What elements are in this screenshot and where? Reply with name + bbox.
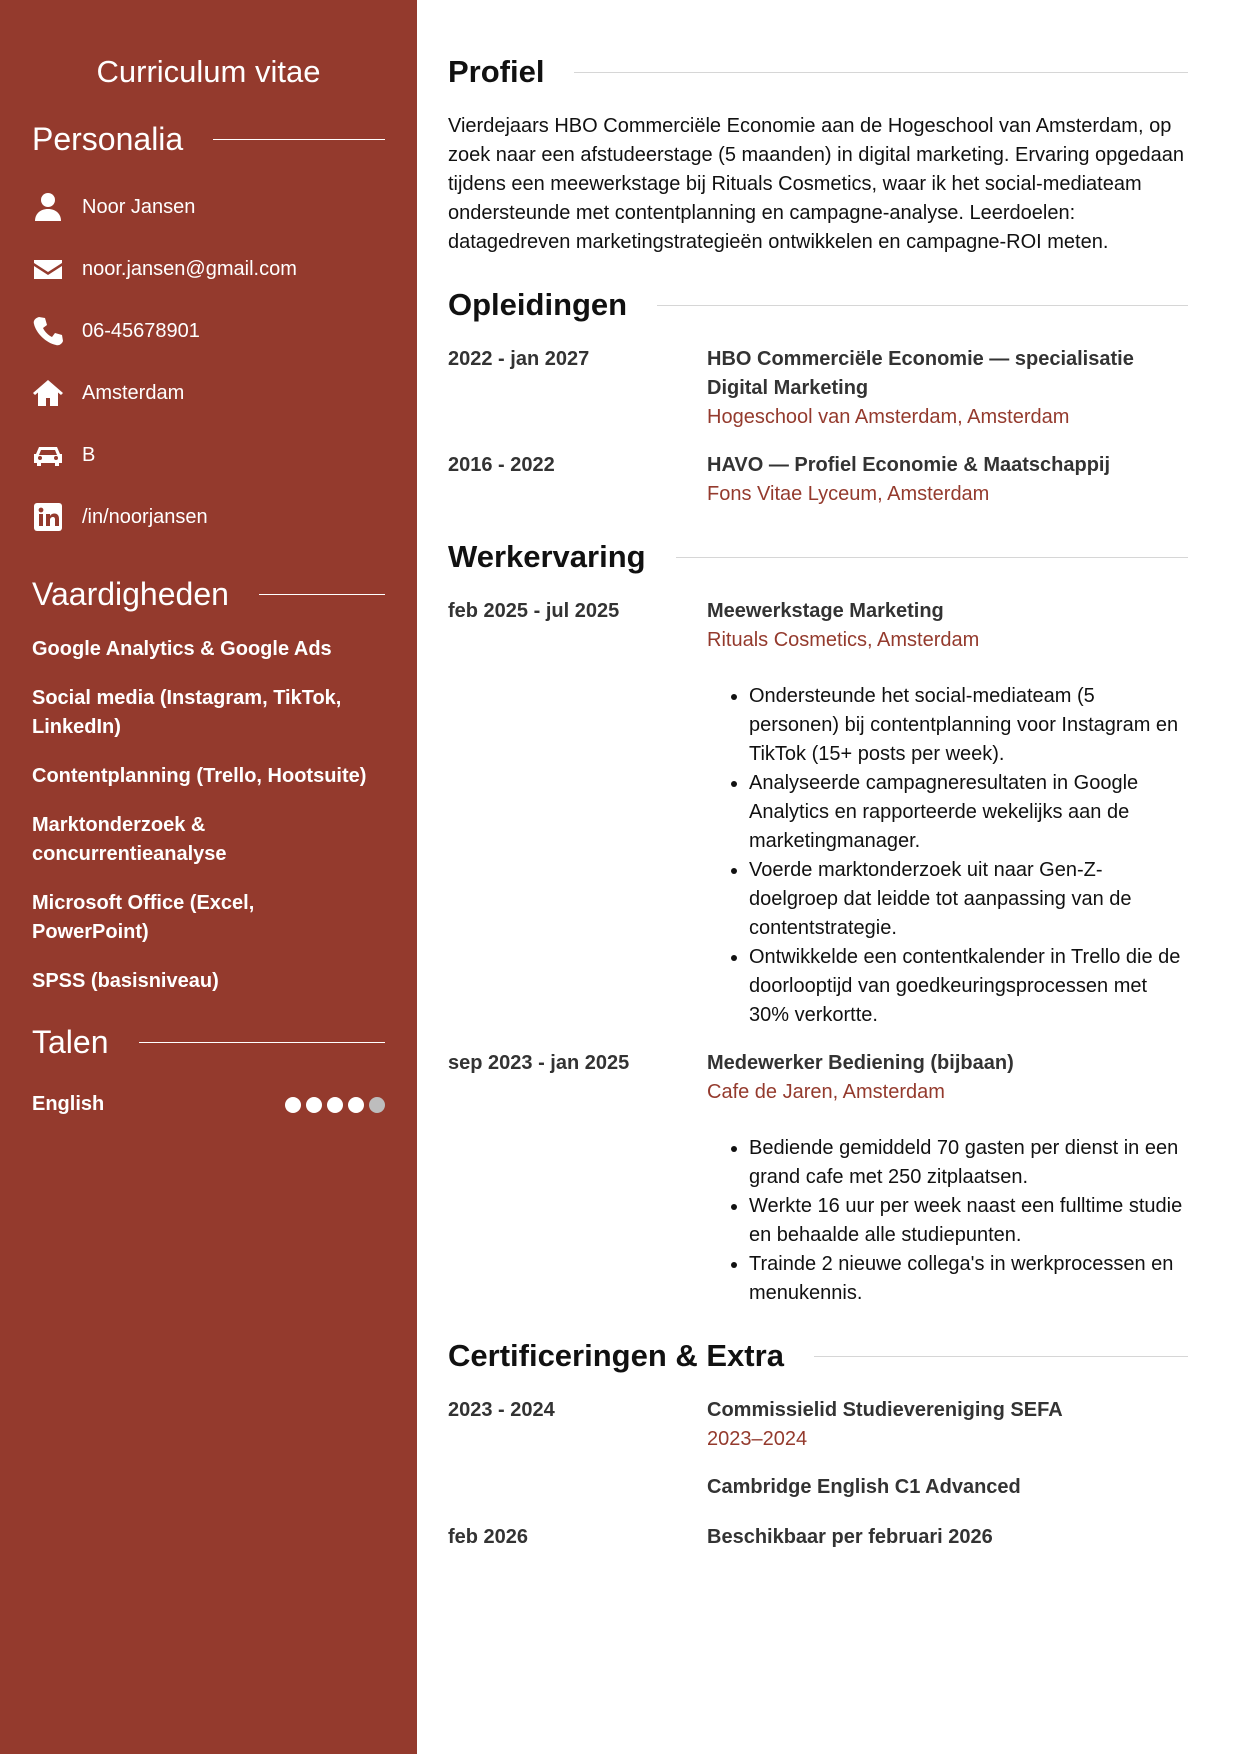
work-heading — [448, 539, 1188, 575]
profile-text: Vierdejaars HBO Commerciële Economie aan de Hogeschool van Amsterdam, op zoek naar een afstudeerstage (5 maanden) in digital marketing. Ervaring opgedaan tijdens een meewerkstage bij Rituals Cosmetics, waar ik het social-mediateam ondersteunde met contentplanning en campagne-analyse. Leerdoelen: datagedreven marketingstrategieën ontwikkelen en campagne-ROI meten. — [448, 115, 1185, 253]
contact-phone — [32, 300, 385, 362]
entry-title: HBO Commerciële Economie — specialisatie Digital Marketing — [707, 348, 1134, 399]
bullet-list — [707, 682, 1188, 1030]
contact-email-text[interactable]: noor.jansen@gmail.com — [82, 257, 297, 280]
entry-title: Commissielid Studievereniging SEFA — [707, 1399, 1063, 1421]
skill-item: Social media (Instagram, TikTok, LinkedIn) — [32, 687, 342, 738]
contact-linkedin-text[interactable]: /in/noorjansen — [82, 505, 208, 528]
language-level-dots — [285, 1097, 385, 1113]
entry-title: Beschikbaar per februari 2026 — [707, 1526, 993, 1548]
certifications-heading-text: Certificeringen & Extra — [448, 1338, 784, 1373]
skills-list — [32, 635, 385, 996]
contact-name — [32, 176, 385, 238]
contact-license-text: B — [82, 443, 96, 466]
education-heading-text: Opleidingen — [448, 287, 628, 322]
bullet-item: • Ontwikkelde een contentkalender in Trello die de doorlooptijd van goedkeuringsprocessen met 30% verkortte. — [749, 943, 1188, 1030]
profile-heading — [448, 54, 1188, 90]
entry-date: feb 2025 - jul 2025 — [448, 600, 620, 622]
personalia-heading-text: Personalia — [32, 121, 184, 157]
contact-phone-text: 06-45678901 — [82, 319, 200, 342]
bullet-item: • Ondersteunde het social-mediateam (5 personen) bij contentplanning voor Instagram en TikTok (15+ posts per week). — [749, 682, 1188, 769]
bullet-item: • Trainde 2 nieuwe collega's in werkprocessen en menukennis. — [749, 1250, 1188, 1308]
entry-title: Cambridge English C1 Advanced — [707, 1476, 1021, 1498]
entry-body — [707, 1396, 1188, 1454]
contact-location-text: Amsterdam — [82, 381, 185, 404]
entry-date: sep 2023 - jan 2025 — [448, 1052, 630, 1074]
entry-title: Medewerker Bediening (bijbaan) — [707, 1052, 1014, 1074]
education-heading — [448, 287, 1188, 323]
entry-body — [707, 345, 1188, 432]
heading-divider — [139, 1042, 386, 1044]
level-dot-empty — [369, 1097, 385, 1113]
entry-institution: Fons Vitae Lyceum, Amsterdam — [707, 483, 990, 505]
phone-icon — [32, 315, 65, 348]
entry-date: 2022 - jan 2027 — [448, 348, 590, 370]
work-entry — [448, 597, 1188, 1030]
contact-email — [32, 238, 385, 300]
contact-list — [32, 176, 385, 548]
car-icon — [32, 439, 65, 472]
skills-heading-text: Vaardigheden — [32, 576, 229, 612]
bullet-list — [707, 1134, 1188, 1308]
language-row — [32, 1093, 385, 1116]
entry-body — [707, 1473, 1188, 1502]
section-divider — [657, 305, 1188, 306]
entry-period: 2023–2024 — [707, 1428, 808, 1450]
skills-heading — [32, 576, 385, 613]
entry-title: HAVO — Profiel Economie & Maatschappij — [707, 454, 1111, 476]
entry-body — [707, 1049, 1188, 1308]
contact-name-text: Noor Jansen — [82, 195, 196, 218]
skill-item: Contentplanning (Trello, Hootsuite) — [32, 765, 367, 787]
level-dot-filled — [327, 1097, 343, 1113]
heading-divider — [213, 139, 385, 141]
cert-entry — [448, 1396, 1188, 1454]
sidebar — [0, 0, 417, 1754]
main-content — [448, 0, 1188, 1552]
contact-linkedin — [32, 486, 385, 548]
entry-employer: Cafe de Jaren, Amsterdam — [707, 1081, 945, 1103]
certifications-heading — [448, 1338, 1188, 1374]
contact-license — [32, 424, 385, 486]
entry-date: feb 2026 — [448, 1526, 529, 1548]
entry-body — [707, 1523, 1188, 1552]
bullet-item: • Analyseerde campagneresultaten in Google Analytics en rapporteerde wekelijks aan de marketingmanager. — [749, 769, 1188, 856]
cv-title: Curriculum vitae — [96, 54, 321, 89]
entry-body — [707, 451, 1188, 509]
bullet-item: • Werkte 16 uur per week naast een fulltime studie en behaalde alle studiepunten. — [749, 1192, 1188, 1250]
section-divider — [574, 72, 1188, 73]
heading-divider — [259, 594, 385, 596]
cert-entry — [448, 1473, 1188, 1502]
linkedin-icon — [32, 501, 65, 534]
bullet-item: • Voerde marktonderzoek uit naar Gen-Z-doelgroep dat leidde tot aanpassing van de contentstrategie. — [749, 856, 1188, 943]
level-dot-filled — [285, 1097, 301, 1113]
cert-entry — [448, 1523, 1188, 1552]
contact-location — [32, 362, 385, 424]
section-divider — [814, 1356, 1188, 1357]
entry-title: Meewerkstage Marketing — [707, 600, 944, 622]
languages-heading-text: Talen — [32, 1024, 109, 1060]
level-dot-filled — [348, 1097, 364, 1113]
skill-item: SPSS (basisniveau) — [32, 970, 219, 992]
entry-body — [707, 597, 1188, 1030]
skill-item: Microsoft Office (Excel, PowerPoint) — [32, 892, 255, 943]
education-entry — [448, 451, 1188, 509]
home-icon — [32, 377, 65, 410]
language-name: English — [32, 1093, 105, 1115]
skill-item: Google Analytics & Google Ads — [32, 638, 332, 660]
education-entry — [448, 345, 1188, 432]
entry-date: 2016 - 2022 — [448, 454, 555, 476]
entry-institution: Hogeschool van Amsterdam, Amsterdam — [707, 406, 1070, 428]
entry-employer: Rituals Cosmetics, Amsterdam — [707, 629, 980, 651]
work-heading-text: Werkervaring — [448, 539, 646, 574]
entry-date — [448, 1473, 707, 1502]
entry-date: 2023 - 2024 — [448, 1399, 555, 1421]
level-dot-filled — [306, 1097, 322, 1113]
skill-item: Marktonderzoek & concurrentieanalyse — [32, 814, 227, 865]
profile-heading-text: Profiel — [448, 54, 545, 89]
personalia-heading — [32, 121, 385, 158]
bullet-item: • Bediende gemiddeld 70 gasten per dienst in een grand cafe met 250 zitplaatsen. — [749, 1134, 1188, 1192]
languages-heading — [32, 1024, 385, 1061]
person-icon — [32, 191, 65, 224]
work-entry — [448, 1049, 1188, 1308]
envelope-icon — [32, 253, 65, 286]
section-divider — [676, 557, 1188, 558]
